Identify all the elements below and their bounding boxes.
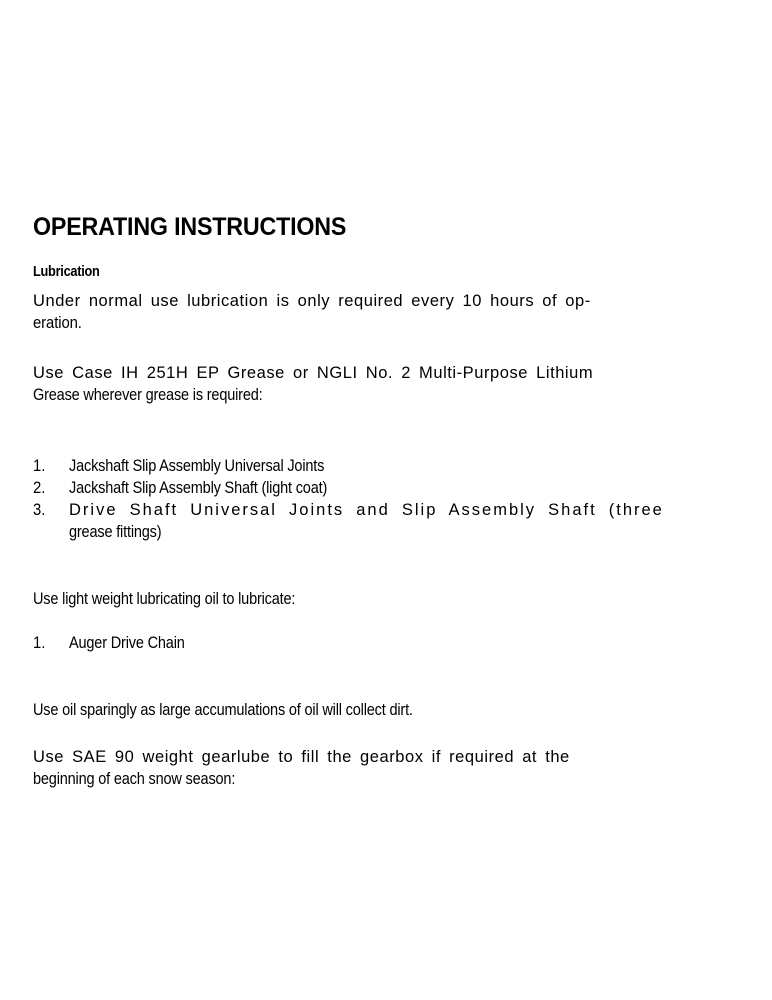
paragraph-line: Under normal use lubrication is only required every 10 hours of op- <box>33 292 591 310</box>
paragraph-line: Use light weight lubricating oil to lubricate: <box>33 590 296 608</box>
paragraph-line: Use Case IH 251H EP Grease or NGLI No. 2 Multi-Purpose Lithium <box>33 364 594 382</box>
list-item-line: Jackshaft Slip Assembly Universal Joints <box>69 457 325 475</box>
section-heading-lubrication: Lubrication <box>33 264 100 281</box>
list-item <box>33 477 739 499</box>
list-item-line: grease fittings) <box>69 523 162 541</box>
list-item <box>33 632 739 654</box>
list-item-body <box>69 499 739 543</box>
list-item <box>33 499 739 543</box>
list-item-body <box>69 455 739 477</box>
paragraph-lubrication-interval <box>33 290 739 334</box>
paragraph-grease-specification <box>33 362 739 406</box>
paragraph-line: Use oil sparingly as large accumulations of oil will collect dirt. <box>33 701 413 719</box>
page-title: OPERATING INSTRUCTIONS <box>33 212 347 241</box>
list-item <box>33 455 739 477</box>
list-item-number: 3. <box>33 501 46 519</box>
list-item-number: 2. <box>33 479 46 497</box>
paragraph-gearlube <box>33 746 739 790</box>
paragraph-line: beginning of each snow season: <box>33 770 236 788</box>
list-item-line: Drive Shaft Universal Joints and Slip Assembly Shaft (three <box>69 501 664 519</box>
grease-points-list <box>33 455 739 543</box>
paragraph-line: Use SAE 90 weight gearlube to fill the gearbox if required at the <box>33 748 570 766</box>
list-item-number: 1. <box>33 457 46 475</box>
paragraph-line: eration. <box>33 314 82 332</box>
list-item-body <box>69 632 739 654</box>
list-item-number: 1. <box>33 634 46 652</box>
list-item-line: Jackshaft Slip Assembly Shaft (light coat) <box>69 479 328 497</box>
paragraph-oil-caution <box>33 699 739 721</box>
paragraph-oil-intro <box>33 588 739 610</box>
paragraph-line: Grease wherever grease is required: <box>33 386 263 404</box>
list-item-line: Auger Drive Chain <box>69 634 185 652</box>
oil-points-list <box>33 632 739 654</box>
list-item-body <box>69 477 739 499</box>
